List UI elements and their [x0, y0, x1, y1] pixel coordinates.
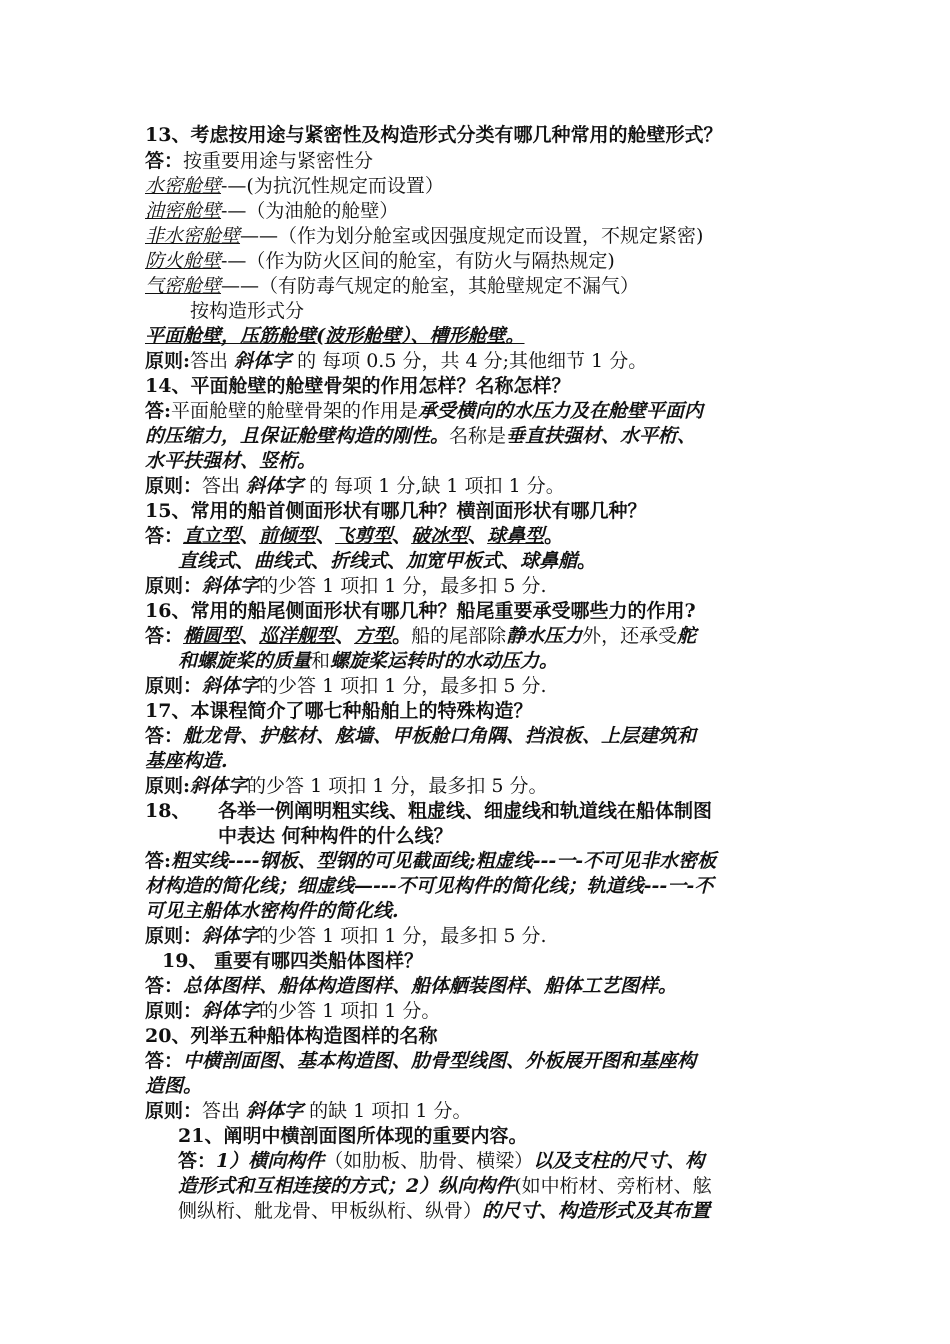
text-segment: 17、本课程简介了哪七种船舶上的特殊构造？: [145, 700, 533, 722]
text-line: [145, 749, 228, 774]
text-segment: 、: [240, 625, 260, 647]
text-segment: 答：: [145, 725, 184, 747]
text-line: [178, 1199, 710, 1224]
text-segment: 的 每项 0.5 分，共 4 分;其他细节 1 分。: [291, 350, 648, 372]
text-line: [145, 924, 547, 949]
text-line: [145, 1099, 471, 1124]
text-segment: 答：: [145, 975, 184, 997]
text-line: [178, 1124, 527, 1149]
text-segment: 。: [544, 525, 564, 547]
text-line: [145, 1024, 437, 1049]
text-segment: 答：: [145, 525, 184, 547]
text-segment: 斜体字: [234, 350, 292, 372]
text-line: [145, 499, 646, 524]
text-line: [145, 399, 703, 424]
text-segment: 舵: [677, 625, 697, 647]
text-segment: 和螺旋桨的质量: [178, 650, 312, 672]
text-line: [145, 149, 373, 174]
text-line: [145, 574, 547, 599]
text-segment: 螺旋桨运转时的水动压力。: [330, 650, 559, 672]
text-segment: 原则：: [145, 675, 203, 697]
text-segment: 以及支柱的尺寸、构: [533, 1150, 705, 1172]
text-segment: 的 每项 1 分,缺 1 项扣 1 分。: [303, 475, 565, 497]
text-segment: 原则：: [145, 1000, 203, 1022]
text-segment: 原则：: [145, 475, 203, 497]
text-segment: 原则:: [145, 775, 191, 797]
text-segment: 的缺 1 项扣 1 分。: [303, 1100, 472, 1122]
text-line: [145, 874, 713, 899]
text-line: [145, 1074, 202, 1099]
text-segment: 粗实线----钢板、型钢的可见截面线;粗虚线---一-不可见非水密板: [171, 850, 717, 872]
text-line: [145, 324, 525, 349]
text-segment: 答:: [145, 850, 172, 872]
text-segment: 、: [501, 550, 521, 572]
text-line: [145, 799, 190, 824]
text-segment: 的少答 1 项扣 1 分，最多扣 5 分.: [259, 925, 547, 947]
text-segment: 和: [311, 650, 331, 672]
text-line: [178, 1174, 712, 1199]
text-segment: 造形式和互相连接的方式；2）纵向构件: [178, 1175, 515, 1197]
text-segment: -—（作为防火区间的舱室，有防火与隔热规定): [221, 250, 615, 272]
text-segment: 船的尾部除: [411, 625, 507, 647]
text-segment: 巡洋舰型: [259, 625, 336, 647]
text-segment: 的压缩力，且保证舱壁构造的刚性。: [145, 425, 450, 447]
text-segment: 答:: [145, 400, 172, 422]
text-line: [145, 999, 440, 1024]
text-segment: 原则:: [145, 350, 191, 372]
text-segment: 答出: [202, 1100, 247, 1122]
text-line: [145, 524, 563, 549]
text-segment: 加宽甲板式: [406, 550, 502, 572]
text-line: [145, 849, 716, 874]
text-line: [145, 449, 316, 474]
text-segment: 按构造形式分: [190, 300, 305, 322]
text-segment: 平面舱壁，压筋舱壁(波形舱壁）、槽形舱壁。: [145, 325, 525, 347]
text-segment: 直立型: [183, 525, 241, 547]
text-segment: 答出: [190, 350, 235, 372]
text-segment: 飞剪型: [335, 525, 393, 547]
text-segment: -—(为抗沉性规定而设置）: [221, 175, 444, 197]
text-segment: 侧纵桁、舭龙骨、甲板纵桁、纵骨）: [178, 1200, 483, 1222]
text-line: [145, 974, 677, 999]
text-line: [145, 349, 647, 374]
text-segment: 的少答 1 项扣 1 分。: [259, 1000, 441, 1022]
text-line: [145, 724, 696, 749]
text-segment: 方型: [354, 625, 393, 647]
text-segment: 答：: [145, 1050, 184, 1072]
text-line: [145, 624, 696, 649]
text-segment: 、: [316, 525, 336, 547]
text-segment: 、: [240, 525, 260, 547]
text-segment: 造图。: [145, 1075, 203, 1097]
text-line: [145, 699, 532, 724]
text-segment: 、: [392, 525, 412, 547]
text-line: [145, 199, 398, 224]
text-segment: 、: [311, 550, 331, 572]
text-line: [178, 649, 558, 674]
text-segment: 答：: [178, 1150, 217, 1172]
text-segment: 斜体字: [202, 675, 260, 697]
text-segment: 中表达 何种构件的什么线？: [218, 825, 453, 847]
text-segment: 防火舱壁: [145, 250, 222, 272]
text-segment: 材构造的简化线；细虚线—---不可见构件的简化线；轨道线---一-不: [145, 875, 714, 897]
text-line: [145, 374, 570, 399]
text-segment: 15、常用的船首侧面形状有哪几种？横剖面形状有哪几种？: [145, 500, 647, 522]
text-segment: 总体图样、船体构造图样、船体舾装图样、船体工艺图样。: [183, 975, 678, 997]
text-segment: 水密舱壁: [145, 175, 222, 197]
text-line: [145, 474, 565, 499]
text-segment: 斜体字: [202, 575, 260, 597]
text-segment: (如中桁材、旁桁材、舷: [514, 1175, 712, 1197]
text-segment: 静水压力: [506, 625, 583, 647]
text-segment: 各举一例阐明粗实线、粗虚线、细虚线和轨道线在船体制图: [218, 800, 713, 822]
text-segment: 舭龙骨、护舷材、舷墙、甲板舱口角隅、挡浪板、上层建筑和: [183, 725, 697, 747]
text-line: [218, 799, 712, 824]
text-segment: 可见主船体水密构件的简化线.: [145, 900, 399, 922]
text-line: [190, 299, 304, 324]
text-segment: 的少答 1 项扣 1 分，最多扣 5 分。: [247, 775, 548, 797]
text-line: [145, 674, 547, 699]
text-segment: 按重要用途与紧密性分: [183, 150, 374, 172]
text-segment: 破冰型: [411, 525, 469, 547]
text-line: [145, 1049, 696, 1074]
text-segment: 21、阐明中横剖面图所体现的重要内容。: [178, 1125, 528, 1147]
text-segment: 球鼻型: [487, 525, 545, 547]
text-segment: 。: [392, 625, 412, 647]
text-segment: 中横剖面图、基本构造图、肋骨型线图、外板展开图和基座构: [183, 1050, 697, 1072]
text-segment: 13、考虑按用途与紧密性及构造形式分类有哪几种常用的舱壁形式？: [145, 124, 723, 146]
text-line: [145, 774, 548, 799]
text-segment: 承受横向的水压力及在舱壁平面内: [418, 400, 704, 422]
text-segment: 斜体字: [246, 1100, 304, 1122]
text-segment: 球鼻艏: [520, 550, 578, 572]
text-segment: 、: [387, 550, 407, 572]
text-segment: 原则：: [145, 1100, 203, 1122]
text-segment: 、: [468, 525, 488, 547]
text-segment: 名称是: [449, 425, 507, 447]
text-line: [145, 174, 444, 199]
text-segment: 18、: [145, 800, 191, 822]
text-segment: 斜体字: [190, 775, 248, 797]
text-line: [145, 224, 703, 249]
text-line: [145, 599, 696, 624]
text-segment: 水平扶强材、竖桁。: [145, 450, 317, 472]
text-segment: 20、列举五种船体构造图样的名称: [145, 1025, 438, 1047]
text-segment: 的尺寸、构造形式及其布置: [482, 1200, 711, 1222]
text-line: [145, 424, 696, 449]
text-segment: 斜体字: [202, 1000, 260, 1022]
text-segment: 14、平面舱壁的舱壁骨架的作用怎样？名称怎样？: [145, 375, 571, 397]
text-segment: 1）横向构件: [216, 1150, 325, 1172]
text-segment: 外，还承受: [582, 625, 678, 647]
text-segment: （如肋板、肋骨、横梁）: [324, 1150, 534, 1172]
text-line: [178, 1149, 704, 1174]
text-segment: ——（有防毒气规定的舱室，其舱壁规定不漏气）: [221, 275, 640, 297]
text-segment: 的少答 1 项扣 1 分，最多扣 5 分.: [259, 575, 547, 597]
text-line: [145, 274, 639, 299]
text-segment: 斜体字: [246, 475, 304, 497]
text-segment: 基座构造.: [145, 750, 228, 772]
text-segment: 直线式: [178, 550, 236, 572]
text-segment: 答：: [145, 625, 184, 647]
text-segment: 折线式: [330, 550, 388, 572]
text-segment: 19、 重要有哪四类船体图样？: [162, 950, 424, 972]
text-segment: 油密舱壁: [145, 200, 222, 222]
text-line: [218, 824, 453, 849]
text-line: [178, 549, 596, 574]
text-segment: 。: [577, 550, 597, 572]
text-segment: 曲线式: [254, 550, 312, 572]
text-segment: 16、常用的船尾侧面形状有哪几种？船尾重要承受哪些力的作用?: [145, 600, 696, 622]
text-line: [145, 249, 615, 274]
text-segment: 答出: [202, 475, 247, 497]
text-segment: 原则：: [145, 925, 203, 947]
text-segment: 、: [235, 550, 255, 572]
text-segment: 前倾型: [259, 525, 317, 547]
text-segment: 的少答 1 项扣 1 分，最多扣 5 分.: [259, 675, 547, 697]
text-segment: 垂直扶强材、水平桁、: [506, 425, 697, 447]
text-segment: 原则：: [145, 575, 203, 597]
text-segment: 非水密舱壁: [145, 225, 241, 247]
text-segment: 椭圆型: [183, 625, 241, 647]
text-segment: 气密舱壁: [145, 275, 222, 297]
text-segment: -—（为油舱的舱壁）: [221, 200, 399, 222]
text-segment: 斜体字: [202, 925, 260, 947]
text-segment: 、: [335, 625, 355, 647]
text-segment: 答：: [145, 150, 184, 172]
text-line: [145, 123, 722, 148]
text-line: [145, 899, 399, 924]
text-segment: ——（作为划分舱室或因强度规定而设置，不规定紧密): [240, 225, 704, 247]
text-line: [162, 949, 423, 974]
text-segment: 平面舱壁的舱壁骨架的作用是: [171, 400, 419, 422]
